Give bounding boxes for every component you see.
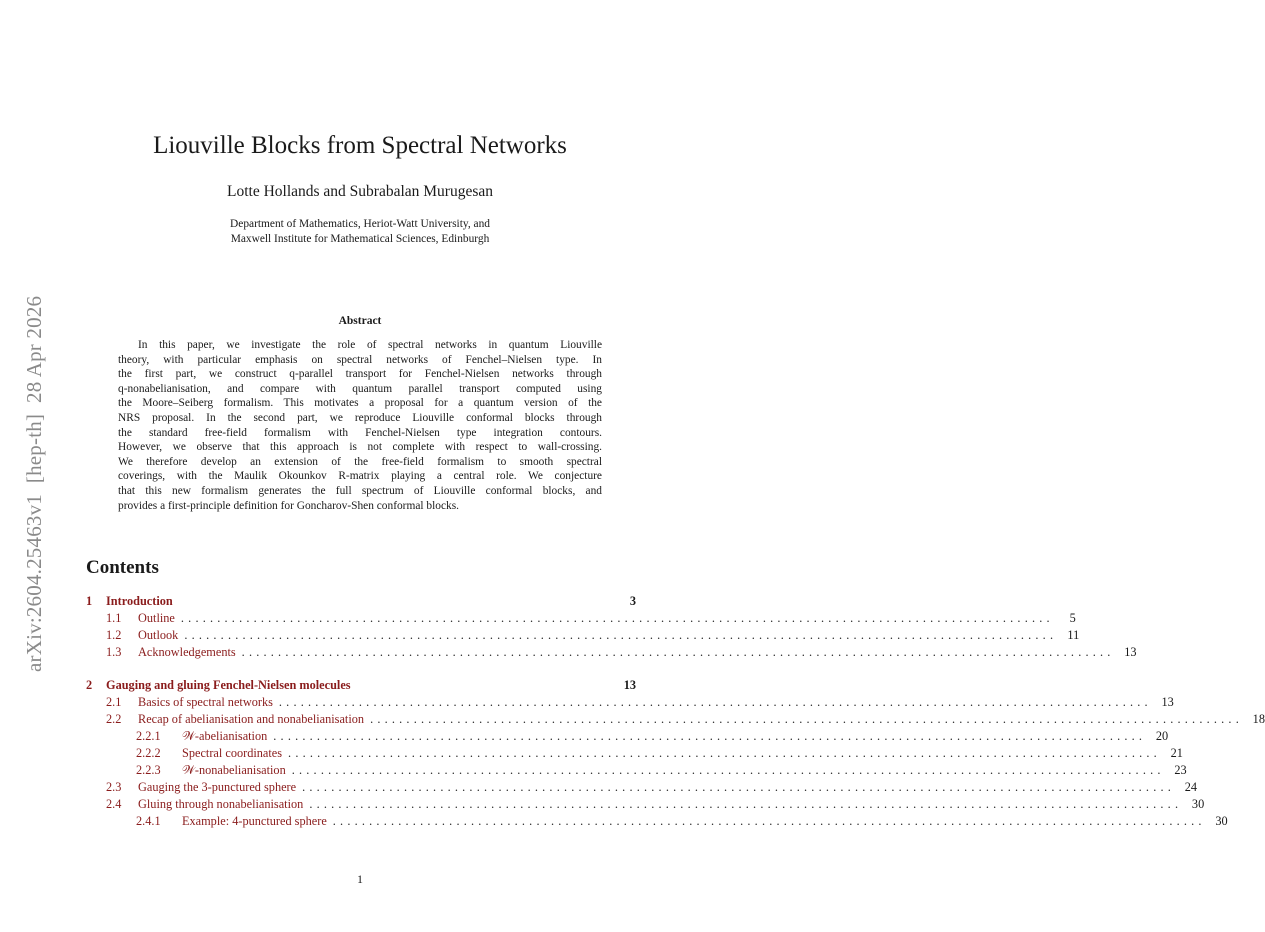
toc-entry-number: 1 xyxy=(86,594,93,608)
toc-entry[interactable] xyxy=(86,594,636,611)
paper-title: Liouville Blocks from Spectral Networks xyxy=(153,132,567,159)
abstract-line: provides a first-principle definition for Goncharov-Shen conformal blocks. xyxy=(118,499,459,512)
abstract-line: the standard free-field formalism with Fenchel-Nielsen type integration contours. xyxy=(118,426,602,439)
abstract-line: q-nonabelianisation, and compare with quantum parallel transport computed using xyxy=(118,382,602,395)
toc-entry-leader: ........................................................................................................................ xyxy=(332,814,1206,828)
abstract-line: NRS proposal. In the second part, we reproduce Liouville conformal blocks through xyxy=(118,411,602,424)
toc-entry-page: 21 xyxy=(1170,746,1183,760)
toc-entry-page: 24 xyxy=(1184,780,1198,794)
toc-entry-title[interactable]: Outline xyxy=(138,611,175,625)
toc-entry-title[interactable]: Gluing through nonabelianisation xyxy=(138,797,304,811)
toc-entry-title[interactable]: 𝒲-nonabelianisation xyxy=(182,763,286,777)
toc-entry-number: 2.3 xyxy=(106,780,122,794)
toc-entry-number: 2.2.2 xyxy=(136,746,161,760)
toc-entry-page: 23 xyxy=(1174,763,1187,777)
toc-entry-page: 13 xyxy=(1161,695,1174,709)
toc-entry-number: 2.2 xyxy=(106,712,122,726)
toc-entry-title[interactable]: Acknowledgements xyxy=(138,645,236,659)
toc-entry-page: 18 xyxy=(1252,712,1265,726)
abstract-line: We therefore develop an extension of the free-field formalism to smooth spectral xyxy=(118,455,602,468)
toc-entry-number: 2.2.3 xyxy=(136,763,161,777)
toc-entry-page: 5 xyxy=(1069,611,1076,625)
toc-entry-page: 11 xyxy=(1067,628,1080,642)
abstract-body xyxy=(118,338,602,513)
toc-entry-number: 2.4 xyxy=(106,797,122,811)
abstract-line: that this new formalism generates the full spectrum of Liouville conformal blocks, and xyxy=(118,484,602,497)
toc-entry[interactable] xyxy=(106,645,1137,662)
abstract-line: theory, with particular emphasis on spectral networks of Fenchel–Nielsen type. In xyxy=(118,353,602,366)
toc-entry[interactable] xyxy=(106,628,1080,645)
abstract-line: the first part, we construct q-parallel transport for Fenchel-Nielsen networks through xyxy=(118,368,602,381)
toc-entry[interactable] xyxy=(106,712,1265,729)
toc-entry-title[interactable]: Spectral coordinates xyxy=(182,746,283,760)
toc-entry-title[interactable]: Gauging the 3-punctured sphere xyxy=(138,780,297,794)
toc-entry-leader: ........................................................................................................................ xyxy=(370,712,1243,726)
toc-entry-leader: ........................................................................................................................ xyxy=(309,797,1183,811)
toc-entry-leader: ........................................................................................................................ xyxy=(288,746,1161,760)
toc-entry-title[interactable]: 𝒲-abelianisation xyxy=(182,729,268,743)
toc-entry-leader: ........................................................................................................................ xyxy=(180,611,1054,625)
toc-entry-number: 1.2 xyxy=(106,628,122,642)
page-number: 1 xyxy=(357,872,363,886)
toc-entry[interactable] xyxy=(86,678,636,695)
paper-authors: Lotte Hollands and Subrabalan Murugesan xyxy=(226,183,494,200)
toc-entry-page: 13 xyxy=(1124,645,1137,659)
contents-heading: Contents xyxy=(86,557,159,578)
toc-entry-title[interactable]: Outlook xyxy=(138,628,179,642)
toc-entry-page: 30 xyxy=(1191,797,1205,811)
toc-entry-leader: ........................................................................................................................ xyxy=(241,645,1115,659)
toc-entry-leader: ........................................................................................................................ xyxy=(184,628,1058,642)
toc-entry[interactable] xyxy=(106,797,1205,814)
toc-entry-leader: ........................................................................................................................ xyxy=(278,695,1152,709)
toc-entry-leader: ........................................................................................................................ xyxy=(273,729,1147,743)
affiliation-line-2: Maxwell Institute for Mathematical Sciences, Edinburgh xyxy=(230,233,490,245)
toc-entry-title[interactable]: Recap of abelianisation and nonabelianisation xyxy=(138,712,365,726)
toc-entry-leader: ........................................................................................................................ xyxy=(302,780,1176,794)
toc-entry-page: 30 xyxy=(1215,814,1228,828)
toc-entry-page: 13 xyxy=(623,678,636,692)
toc-entry-title[interactable]: Example: 4-punctured sphere xyxy=(182,814,327,828)
abstract-line: the Moore–Seiberg formalism. This motivates a proposal for a quantum version of the xyxy=(118,397,602,410)
toc-entry-page: 3 xyxy=(629,594,636,608)
toc-entry-number: 2.4.1 xyxy=(136,814,161,828)
arxiv-identifier: arXiv:2604.25463v1 [hep-th] 28 Apr 2026 xyxy=(22,295,46,672)
toc-entry-number: 1.3 xyxy=(106,645,122,659)
toc-entry[interactable] xyxy=(106,611,1076,628)
toc-entry[interactable] xyxy=(136,746,1183,763)
toc-entry-number: 2.1 xyxy=(106,695,122,709)
affiliation xyxy=(0,217,720,247)
toc-entry[interactable] xyxy=(106,780,1198,797)
abstract-line: coverings, with the Maulik Okounkov R-matrix playing a central role. We conjecture xyxy=(118,470,602,483)
toc-entry-number: 2.2.1 xyxy=(136,729,161,743)
toc-entry[interactable] xyxy=(136,814,1228,831)
toc-entry-title[interactable]: Introduction xyxy=(106,594,173,608)
abstract-line: In this paper, we investigate the role of spectral networks in quantum Liouville xyxy=(138,339,602,351)
toc-entry-title[interactable]: Basics of spectral networks xyxy=(138,695,273,709)
toc-entry[interactable] xyxy=(106,695,1174,712)
toc-entry-leader: ........................................................................................................................ xyxy=(291,763,1165,777)
affiliation-line-1: Department of Mathematics, Heriot-Watt University, and xyxy=(230,218,490,230)
abstract-line: However, we observe that this approach is not complete with respect to wall-crossing. xyxy=(118,441,602,454)
toc-entry-page: 20 xyxy=(1155,729,1169,743)
toc-entry[interactable] xyxy=(136,729,1169,746)
toc-entry-number: 2 xyxy=(86,678,93,692)
toc-entry-number: 1.1 xyxy=(106,611,122,625)
toc-entry-title[interactable]: Gauging and gluing Fenchel-Nielsen molecules xyxy=(106,678,351,692)
toc-entry[interactable] xyxy=(136,763,1187,780)
abstract-heading: Abstract xyxy=(338,315,382,327)
